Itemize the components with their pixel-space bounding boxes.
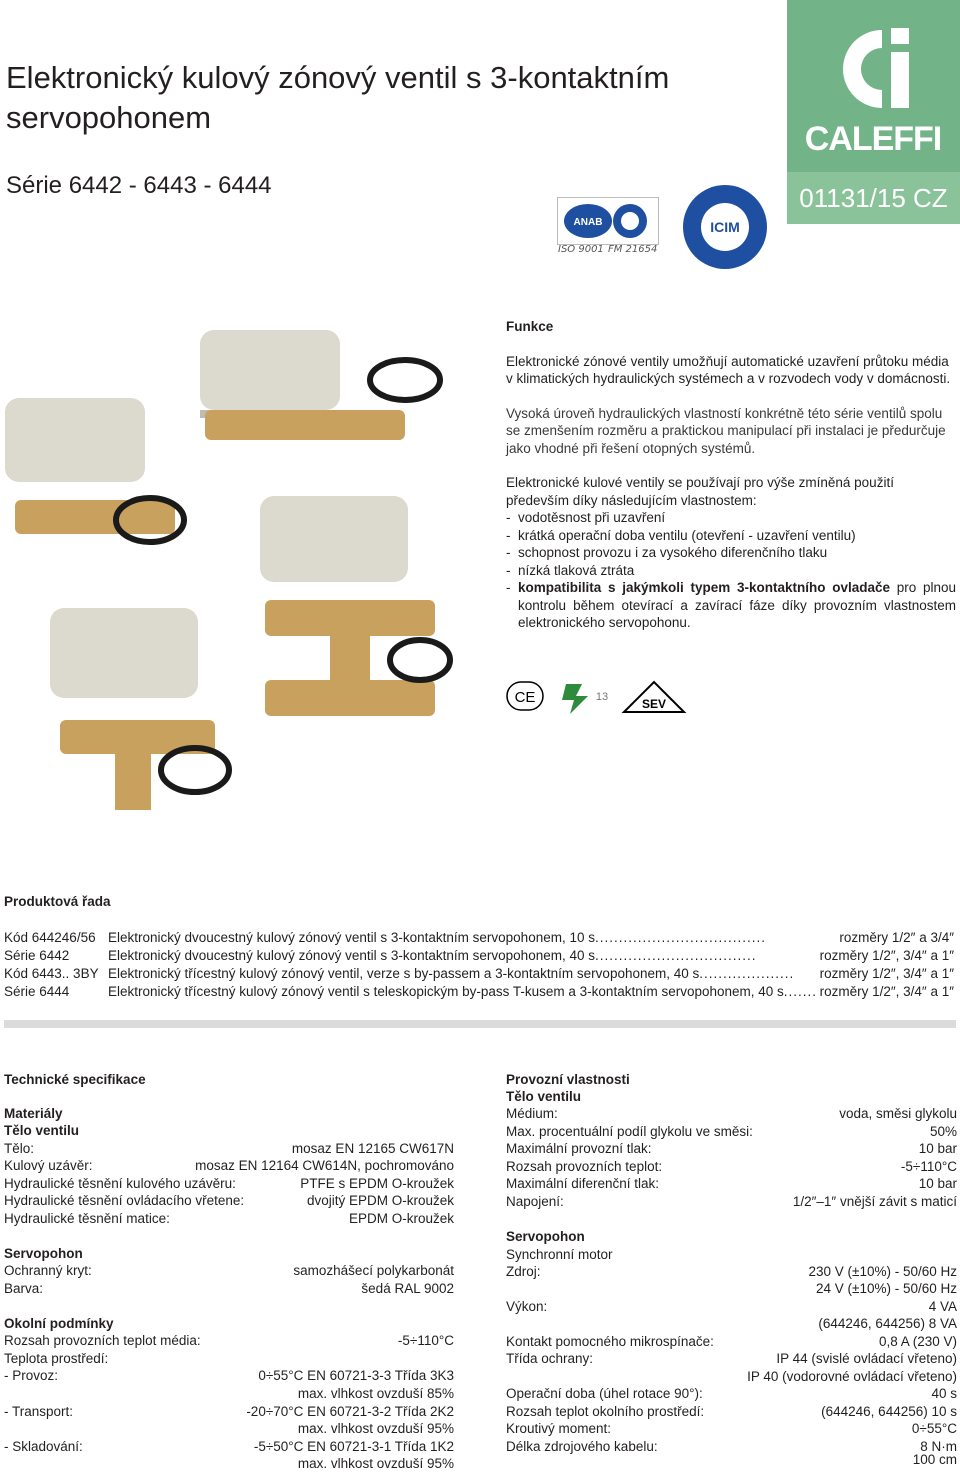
spec-row: Hydraulické těsnění kulového uzávěru: PTFE s EPDM O-kroužek (4, 1176, 454, 1191)
certification-badges (557, 197, 659, 245)
product-description: Elektronický dvoucestný kulový zónový ventil s 3-kontaktním servopohonem, 10 s.................................... (108, 930, 767, 945)
bullet-rest-text: pro plnou kontrolu během otevírací a zavírací fáze díky provozním vlastnostem elektronického servopohonu. (518, 580, 957, 630)
product-description: Elektronický třícestný kulový zónový ventil s teleskopickým by-pass T-kusem a 3-kontaktním servopohonem, 40 s....... (108, 984, 818, 999)
page-title (6, 58, 766, 138)
spec-row: Rozsah provozních teplot média: -5÷110°C (4, 1333, 454, 1348)
spec-row: Tělo: mosaz EN 12165 CW617N (4, 1141, 454, 1156)
spec-row: - Provoz: 0÷55°C EN 60721-3-3 Třída 3K3 (4, 1368, 454, 1383)
materialy-heading: Materiály (4, 1106, 63, 1121)
okolni-podminky-heading: Okolní podmínky (4, 1316, 114, 1331)
spec-row: Kontakt pomocného mikrospínače: 0,8 A (230 V) (506, 1334, 957, 1349)
spec-row: Výkon: 4 VA (506, 1299, 957, 1314)
section-divider (4, 1020, 956, 1028)
spec-row: Rozsah provozních teplot: -5÷110°C (506, 1159, 957, 1174)
spec-row: - Transport: -20÷70°C EN 60721-3-2 Třída 2K2 (4, 1404, 454, 1419)
product-size: rozměry 1/2″, 3/4″ a 1″ (819, 948, 954, 963)
funkce-bullet-list (506, 509, 956, 632)
spec-row: Rozsah teplot okolního prostředí: (644246, 644256) 10 s (506, 1404, 957, 1419)
sev-mark-icon (624, 682, 684, 712)
spec-row: Teplota prostředí: (4, 1351, 109, 1366)
tech-spec-heading: Technické specifikace (4, 1072, 146, 1087)
document-number-box (787, 172, 960, 224)
bullet-bold-text: kompatibilita s jakýmkoli typem 3-kontaktního ovladače (518, 580, 890, 595)
funkce-paragraph-1: Elektronické zónové ventily umožňují automatické uzavření průtoku média v klimatických hydraulických systémech a v rozvodech vody v domácnosti. (506, 353, 951, 386)
spec-row: Délka zdrojového kabelu: 8 N·m (506, 1439, 957, 1454)
spec-row: Barva: šedá RAL 9002 (4, 1281, 454, 1296)
anab-label: ANAB (573, 217, 603, 228)
produktova-rada-heading: Produktová řada (4, 894, 111, 909)
icim-label: ICIM (710, 219, 740, 235)
spec-row: - Skladování: -5÷50°C EN 60721-3-1 Třída 1K2 (4, 1439, 454, 1454)
spec-row: max. vlhkost ovzduší 85% (297, 1386, 454, 1401)
product-photo (0, 320, 500, 820)
spec-row: Max. procentuální podíl glykolu ve směsi: 50% (506, 1124, 957, 1139)
spec-row: (644246, 644256) 8 VA (818, 1316, 957, 1331)
ce-mark-label: CE (514, 689, 536, 706)
product-size: rozměry 1/2″, 3/4″ a 1″ (819, 966, 954, 981)
cert-iso-label: ISO 9001 (558, 244, 604, 255)
product-size: rozměry 1/2″, 3/4″ a 1″ (819, 984, 954, 999)
spec-row: Kulový uzávěr: mosaz EN 12164 CW614N, pochromováno (4, 1158, 454, 1173)
ce-mark-icon (507, 682, 543, 710)
bullet-item-compatibility (506, 579, 956, 632)
series-title: Série 6442 - 6443 - 6444 (6, 172, 272, 199)
spec-row: Hydraulické těsnění ovládacího vřetene: dvojitý EPDM O-kroužek (4, 1193, 454, 1208)
telo-ventilu-heading: Tělo ventilu (506, 1089, 582, 1104)
valve-illustration-icon (0, 320, 500, 820)
product-description: Elektronický dvoucestný kulový zónový ventil s 3-kontaktním servopohonem, 40 s.................................. (108, 948, 757, 963)
telo-ventilu-heading: Tělo ventilu (4, 1123, 80, 1138)
spec-row: Médium: voda, směsi glykolu (506, 1106, 957, 1121)
product-code: Kód 644246/56 (4, 930, 96, 945)
bullet-item: - krátká operační doba ventilu (otevření - uzavření ventilu) (506, 527, 956, 545)
enec-number: 13 (595, 691, 609, 703)
table-row (4, 966, 956, 985)
sev-label: SEV (641, 697, 667, 711)
servopohon-heading: Servopohon (4, 1246, 83, 1261)
brand-name: CALEFFI (804, 120, 942, 158)
funkce-section (506, 318, 956, 632)
document-number: 01131/15 CZ (799, 183, 948, 213)
spec-row: Operační doba (úhel rotace 90°): 40 s (506, 1386, 957, 1401)
spec-row: Hydraulické těsnění matice: EPDM O-kroužek (4, 1211, 454, 1226)
spec-row: Ochranný kryt: samozhášecí polykarbonát (4, 1263, 454, 1278)
motor-type: Synchronní motor (506, 1247, 613, 1262)
product-code: Série 6442 (4, 948, 70, 963)
spec-row: IP 40 (vodorovné ovládací vřeteno) (747, 1369, 957, 1384)
spec-row: 24 V (±10%) - 50/60 Hz (816, 1281, 957, 1296)
enec-mark-icon (562, 684, 608, 714)
table-row (4, 984, 956, 1003)
spec-row: Zdroj: 230 V (±10%) - 50/60 Hz (506, 1264, 957, 1279)
spec-row: 100 cm (912, 1452, 957, 1467)
title-line-2: servopohonem (6, 100, 212, 135)
spec-row: max. vlhkost ovzduší 95% (297, 1456, 454, 1471)
funkce-heading: Funkce (506, 319, 554, 334)
funkce-paragraph-2: Vysoká úroveň hydraulických vlastností konkrétně této série ventilů spolu se zmenšením rozměru a praktickou manipulací při instalaci je předurčuje jako vhodné při řešení otopných systémů. (506, 405, 946, 456)
table-row (4, 930, 956, 949)
spec-row: Třída ochrany: IP 44 (svislé ovládací vřeteno) (506, 1351, 957, 1366)
spec-row: Napojení: 1/2″–1″ vnější závit s maticí (506, 1194, 957, 1209)
icim-badge (675, 172, 775, 272)
product-size: rozměry 1/2″ a 3/4″ (839, 930, 954, 945)
provozni-vlastnosti-heading: Provozní vlastnosti (506, 1072, 630, 1087)
cert-fm-label: FM 21654 (608, 244, 658, 255)
spec-row: Maximální provozní tlak: 10 bar (506, 1141, 957, 1156)
product-code: Kód 6443.. 3BY (4, 966, 99, 981)
servopohon-heading: Servopohon (506, 1229, 585, 1244)
product-code: Série 6444 (4, 984, 70, 999)
title-line-1: Elektronický kulový zónový ventil s 3-kontaktním (6, 60, 670, 95)
funkce-paragraph-3: Elektronické kulové ventily se používají pro výše zmíněná použití především díky následujícím vlastnostem: (506, 475, 894, 508)
spec-row: Maximální diferenční tlak: 10 bar (506, 1176, 957, 1191)
bullet-item: - vodotěsnost při uzavření (506, 509, 956, 527)
approval-marks (506, 678, 706, 718)
spec-row: max. vlhkost ovzduší 95% (297, 1421, 454, 1436)
spec-row: Kroutivý moment: 0÷55°C (506, 1421, 957, 1436)
table-row (4, 948, 956, 967)
product-description: Elektronický třícestný kulový zónový ventil, verze s by-passem a 3-kontaktním servopohonem, 40 s.................... (108, 966, 795, 981)
bullet-item: - nízká tlaková ztráta (506, 562, 956, 580)
bullet-item: - schopnost provozu i za vysokého diferenčního tlaku (506, 544, 956, 562)
